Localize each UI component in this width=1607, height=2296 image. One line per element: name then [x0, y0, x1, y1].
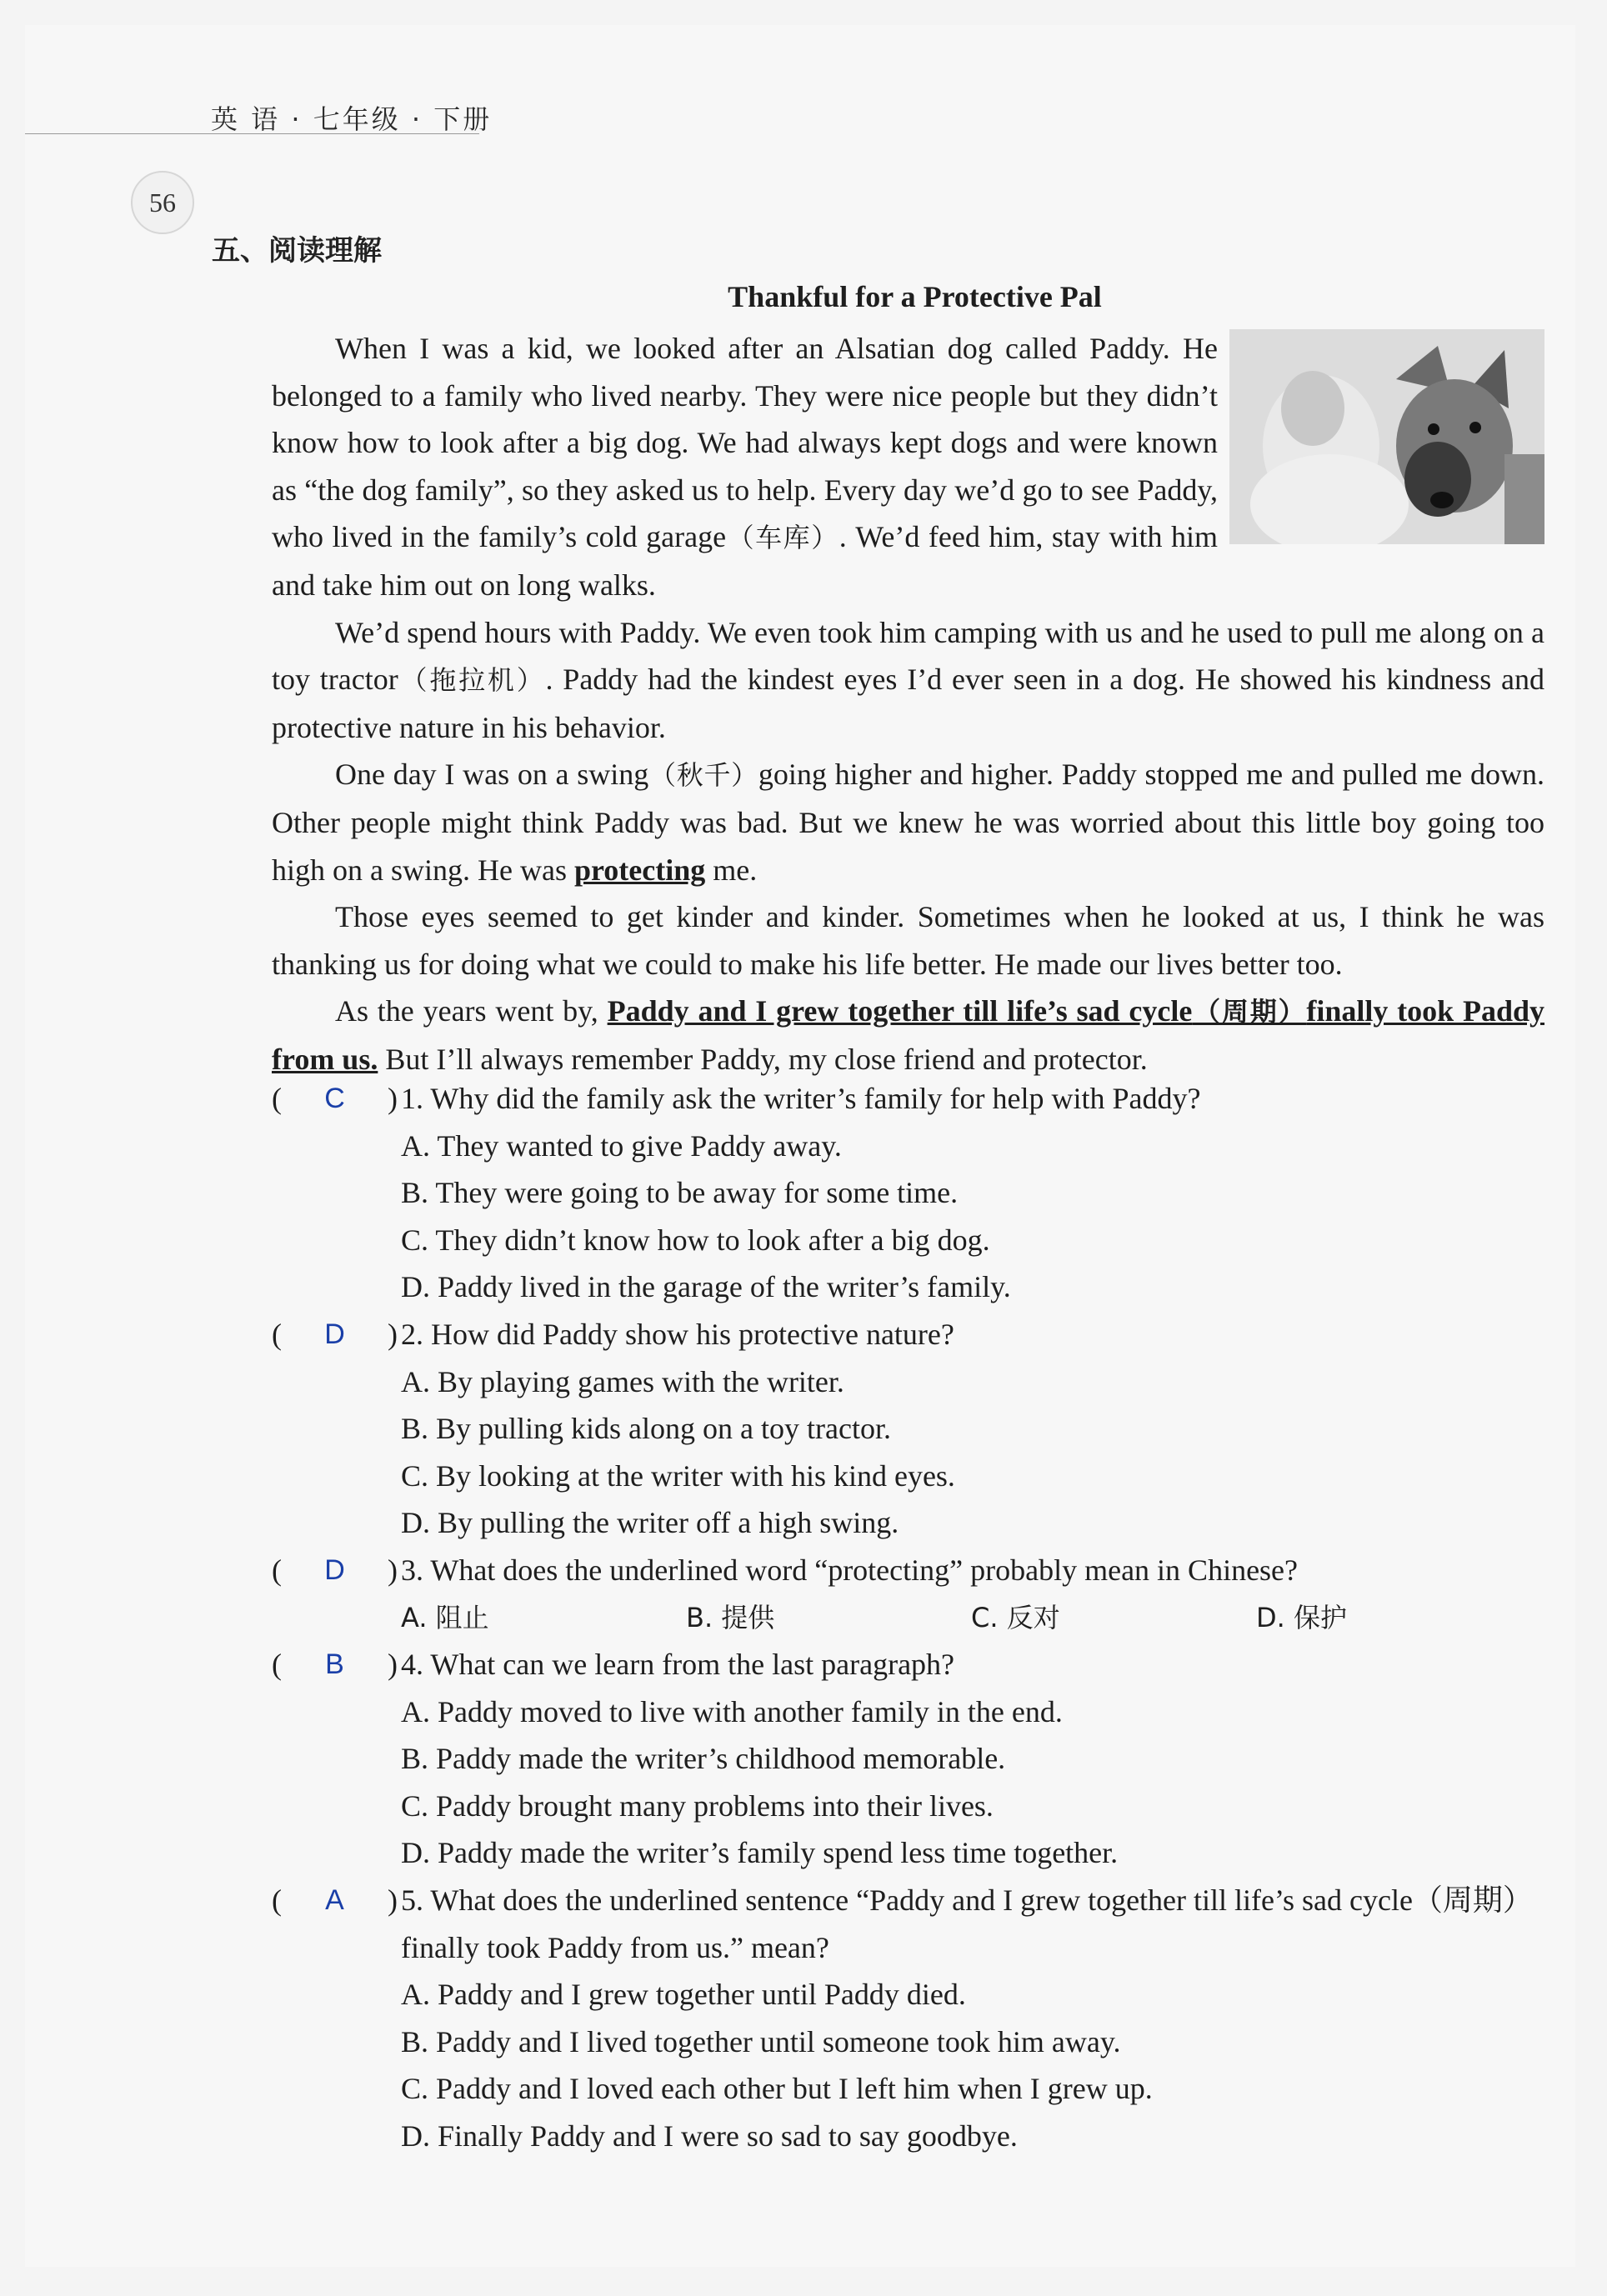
answer-bracket	[272, 1311, 401, 1358]
bracket-open: (	[272, 1553, 282, 1587]
book-title: 英 语 · 七年级 · 下册	[211, 103, 493, 135]
question-stem: 5. What does the underlined sentence “Paddy and I grew together till life’s sad cycle（周期）finally took Paddy from us.” mean?	[401, 1883, 1533, 1964]
paragraph-5	[272, 988, 1544, 1083]
option-d: D. By pulling the writer off a high swing.	[401, 1506, 899, 1540]
answer-letter: B	[325, 1648, 344, 1680]
underlined-sentence-part-2: finally took Paddy from us.	[272, 994, 1544, 1076]
paragraph-3	[272, 751, 1544, 893]
bracket-close: )	[388, 1883, 398, 1917]
option-b: B. By pulling kids along on a toy tractor.	[401, 1412, 891, 1446]
option-b: B. Paddy and I lived together until someone took him away.	[401, 2024, 1121, 2058]
paragraph-1-gloss: （车库）	[726, 522, 839, 554]
answer-bracket	[272, 1877, 401, 1924]
paragraph-5-text: As the years went by,	[335, 994, 608, 1028]
paragraph-4	[272, 893, 1544, 988]
paragraph-2-gloss: （拖拉机）	[398, 664, 546, 697]
answer-letter: D	[324, 1318, 345, 1350]
paragraph-4-text: Those eyes seemed to get kinder and kinder. Sometimes when he looked at us, I think he was thanking us for doing what we could to make his life better. He made our lives better too.	[272, 900, 1544, 981]
answer-letter: D	[324, 1554, 345, 1586]
bracket-close: )	[388, 1648, 398, 1681]
photo-float-spacer	[1218, 325, 1544, 563]
paragraph-3-text-end: me.	[705, 853, 758, 887]
paragraph-2	[272, 609, 1544, 752]
options-row	[272, 1594, 1544, 1642]
story-title: Thankful for a Protective Pal	[728, 280, 1102, 313]
option-c: C. Paddy brought many problems into their lives.	[401, 1788, 994, 1823]
bracket-open: (	[272, 1082, 282, 1115]
question-stem: 1. Why did the family ask the writer’s family for help with Paddy?	[401, 1082, 1201, 1115]
answer-bracket	[272, 1547, 401, 1594]
bracket-close: )	[388, 1082, 398, 1115]
option-a: A. Paddy moved to live with another family in the end.	[401, 1694, 1063, 1728]
option-c: C. Paddy and I loved each other but I left him when I grew up.	[401, 2072, 1153, 2106]
paragraph-3-gloss: （秋千）	[648, 759, 758, 792]
bracket-close: )	[388, 1318, 398, 1351]
question-1	[272, 1075, 1544, 1311]
option-c: C. They didn’t know how to look after a big dog.	[401, 1223, 990, 1257]
question-2	[272, 1311, 1544, 1547]
paragraph-5-text-end: But I’ll always remember Paddy, my close friend and protector.	[378, 1042, 1148, 1076]
option-b: B. Paddy made the writer’s childhood memorable.	[401, 1742, 1006, 1776]
paragraph-2-text-end: . Paddy had the kindest eyes I’d ever seen in a dog. He showed his kindness and protective nature in his behavior.	[272, 663, 1544, 744]
reading-passage	[272, 325, 1544, 1083]
paragraph-1-text-end: . We’d feed him, stay with him and take him out on long walks.	[272, 520, 1218, 602]
answer-bracket	[272, 1641, 401, 1688]
paragraph-1-text: When I was a kid, we looked after an Alsatian dog called Paddy. He belonged to a family who lived nearby. They were nice people but they didn’t know how to look after a big dog. We had always kept dogs and were known as “the dog family”, so they asked us to help. Every day we’d go to see Paddy, who lived in the family’s cold garage	[272, 332, 1218, 554]
question-stem: 2. How did Paddy show his protective nature?	[401, 1318, 954, 1351]
question-5	[272, 1877, 1544, 2160]
option-b: B. 提供	[686, 1601, 775, 1633]
section-heading: 五、阅读理解	[212, 234, 382, 268]
answer-letter: A	[325, 1884, 344, 1916]
option-d: D. 保护	[1256, 1601, 1347, 1633]
page-number: 56	[131, 171, 194, 234]
option-b: B. They were going to be away for some time.	[401, 1176, 959, 1210]
paragraph-3-text-mid: going higher and higher. Paddy stopped me and pulled me down. Other people might think Paddy was bad. But we knew he was worried about this little boy going too high on a swing. He was	[272, 758, 1544, 887]
option-d: D. Paddy made the writer’s family spend less time together.	[401, 1836, 1119, 1870]
paragraph-1	[272, 325, 1544, 609]
underlined-sentence-part-1: Paddy and I grew together till life’s sad cycle	[607, 994, 1193, 1028]
option-a: A. Paddy and I grew together until Paddy died.	[401, 1978, 966, 2012]
answer-bracket	[272, 1075, 401, 1123]
answer-letter: C	[324, 1083, 345, 1114]
bracket-open: (	[272, 1648, 282, 1681]
underlined-word: protecting	[573, 853, 706, 887]
option-d: D. Paddy lived in the garage of the writer’s family.	[401, 1270, 1011, 1304]
bracket-close: )	[388, 1553, 398, 1587]
bracket-open: (	[272, 1318, 282, 1351]
option-c: C. 反对	[971, 1601, 1060, 1633]
option-c: C. By looking at the writer with his kind eyes.	[401, 1458, 955, 1493]
bracket-open: (	[272, 1883, 282, 1917]
question-stem: 3. What does the underlined word “protecting” probably mean in Chinese?	[401, 1553, 1299, 1587]
question-4	[272, 1641, 1544, 1877]
option-a: A. 阻止	[401, 1601, 489, 1633]
question-stem: 4. What can we learn from the last paragraph?	[401, 1648, 955, 1681]
option-a: A. They wanted to give Paddy away.	[401, 1128, 842, 1163]
option-a: A. By playing games with the writer.	[401, 1364, 844, 1398]
question-3	[272, 1547, 1544, 1641]
paragraph-3-text: One day I was on a swing	[335, 758, 649, 792]
underlined-sentence-gloss: （周期）	[1192, 996, 1307, 1028]
paragraph-2-text: We’d spend hours with Paddy. We even took him camping with us and he used to pull me along on a toy tractor	[272, 615, 1544, 697]
option-d: D. Finally Paddy and I were so sad to say goodbye.	[401, 2118, 1018, 2153]
